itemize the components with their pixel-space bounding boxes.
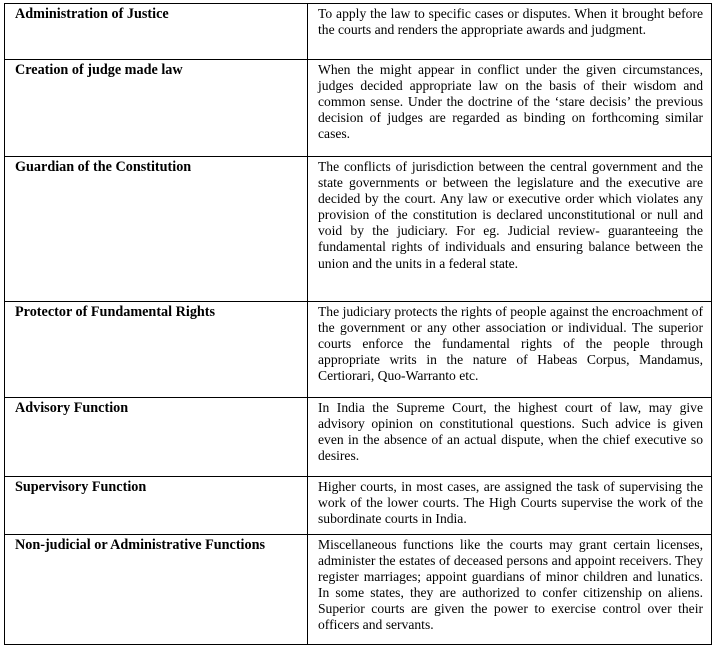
table-row <box>5 302 712 398</box>
function-title: Creation of judge made law <box>5 60 308 157</box>
function-description: When the might appear in conflict under the given circumstances, judges decided appropriate law on the basis of their wisdom and common sense. Under the doctrine of the ‘stare decisis’ the previous decision of judges are regarded as binding on forthcoming similar cases. <box>308 60 712 157</box>
table-row <box>5 398 712 477</box>
judiciary-functions-table <box>4 3 712 645</box>
table-row <box>5 4 712 60</box>
table-row <box>5 60 712 157</box>
table-row <box>5 535 712 645</box>
function-description: Higher courts, in most cases, are assigned the task of supervising the work of the lower courts. The High Courts supervise the work of the subordinate courts in India. <box>308 477 712 535</box>
function-title: Guardian of the Constitution <box>5 157 308 302</box>
function-description: The conflicts of jurisdiction between the central government and the state governments or between the legislature and the executive are decided by the court. Any law or executive order which violates any provision of the constitution is declared unconstitutional or null and void by the judiciary. For eg. Judicial review- guaranteeing the fundamental rights of individuals and ensuring balance between the union and the units in a federal state. <box>308 157 712 302</box>
function-title: Supervisory Function <box>5 477 308 535</box>
function-description: In India the Supreme Court, the highest court of law, may give advisory opinion on constitutional questions. Such advice is given even in the absence of an actual dispute, when the chief executive so desires. <box>308 398 712 477</box>
function-title: Administration of Justice <box>5 4 308 60</box>
table-row <box>5 157 712 302</box>
function-title: Non-judicial or Administrative Functions <box>5 535 308 645</box>
function-description: The judiciary protects the rights of people against the encroachment of the government or any other association or individual. The superior courts enforce the fundamental rights of the people through appropriate writs in the nature of Habeas Corpus, Mandamus, Certiorari, Quo-Warranto etc. <box>308 302 712 398</box>
function-description: To apply the law to specific cases or disputes. When it brought before the courts and renders the appropriate awards and judgment. <box>308 4 712 60</box>
function-description: Miscellaneous functions like the courts may grant certain licenses, administer the estates of deceased persons and appoint receivers. They register marriages; appoint guardians of minor children and lunatics. In some states, they are authorized to confer citizenship on aliens. Superior courts are given the power to exercise control over their officers and servants. <box>308 535 712 645</box>
function-title: Advisory Function <box>5 398 308 477</box>
function-title: Protector of Fundamental Rights <box>5 302 308 398</box>
table-row <box>5 477 712 535</box>
